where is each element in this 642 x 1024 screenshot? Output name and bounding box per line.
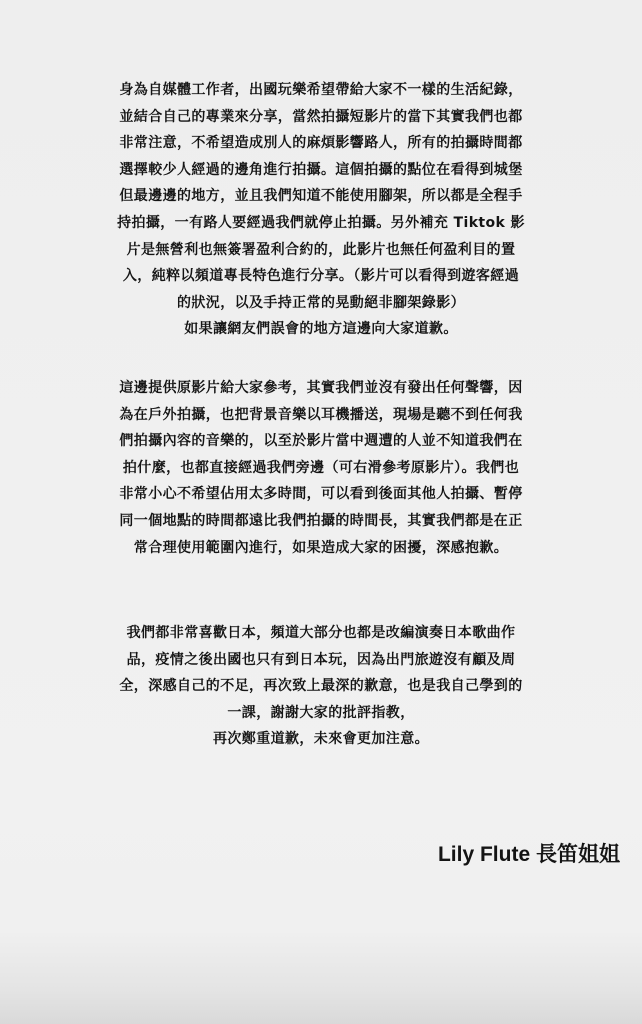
text-line: 品，疫情之後出國也只有到日本玩，因為出門旅遊沒有顧及周 bbox=[126, 651, 516, 668]
text-line: 選擇較少人經過的邊角進行拍攝。這個拍攝的點位在看得到城堡 bbox=[119, 161, 523, 178]
text-line: 入，純粹以頻道專長特色進行分享。（影片可以看得到遊客經過 bbox=[122, 268, 520, 285]
text-line: 同一個地點的時間都遠比我們拍攝的時間長，其實我們都是在正 bbox=[119, 512, 523, 529]
text-line: 持拍攝，一有路人要經過我們就停止拍攝。另外補充 Tiktok 影 bbox=[117, 214, 525, 231]
text-line: 全，深感自己的不足，再次致上最深的歉意，也是我自己學到的 bbox=[119, 678, 523, 695]
signature-name: Lily Flute bbox=[437, 843, 531, 866]
statement-paragraph-3 bbox=[0, 620, 642, 753]
text-line: 一課，謝謝大家的批評指教， bbox=[227, 704, 415, 721]
text-line: 再次鄭重道歉，未來會更加注意。 bbox=[213, 731, 429, 748]
text-line: 這邊提供原影片給大家參考，其實我們並沒有發出任何聲響，因 bbox=[119, 380, 523, 396]
text-line: 的狀況，以及手持正常的晃動絕非腳架錄影） bbox=[177, 294, 465, 311]
text-line: 為在戶外拍攝，也把背景音樂以耳機播送，現場是聽不到任何我 bbox=[119, 406, 523, 423]
statement-paragraph-2 bbox=[0, 375, 642, 561]
text-line: 身為自媒體工作者，出國玩樂希望帶給大家不一樣的生活紀錄， bbox=[119, 82, 523, 98]
text-line: 非常注意，不希望造成別人的麻煩影響路人，所有的拍攝時間都 bbox=[119, 135, 523, 152]
statement-paragraph-1 bbox=[0, 77, 642, 343]
text-line: 片是無營利也無簽署盈利合約的，此影片也無任何盈利目的置 bbox=[126, 241, 516, 258]
text-line: 拍什麼，也都直接經過我們旁邊（可右滑參考原影片）。我們也 bbox=[122, 459, 520, 476]
text-line: 我們都非常喜歡日本，頻道大部分也都是改編演奏日本歌曲作 bbox=[126, 625, 516, 641]
text-line: 非常小心不希望佔用太多時間，可以看到後面其他人拍攝、暫停 bbox=[119, 486, 523, 503]
text-line: 但最邊邊的地方，並且我們知道不能使用腳架，所以都是全程手 bbox=[119, 188, 523, 205]
text-line: 並結合自己的專業來分享，當然拍攝短影片的當下其實我們也都 bbox=[119, 108, 523, 125]
text-line: 常合理使用範圍內進行，如果造成大家的困擾，深感抱歉。 bbox=[133, 539, 509, 556]
text-line: 們拍攝內容的音樂的，以至於影片當中週遭的人並不知道我們在 bbox=[119, 433, 523, 450]
signature bbox=[438, 838, 620, 868]
text-line: 如果讓網友們誤會的地方這邊向大家道歉。 bbox=[184, 321, 458, 338]
signature-chinese-name: 長笛姐姐 bbox=[536, 842, 620, 866]
